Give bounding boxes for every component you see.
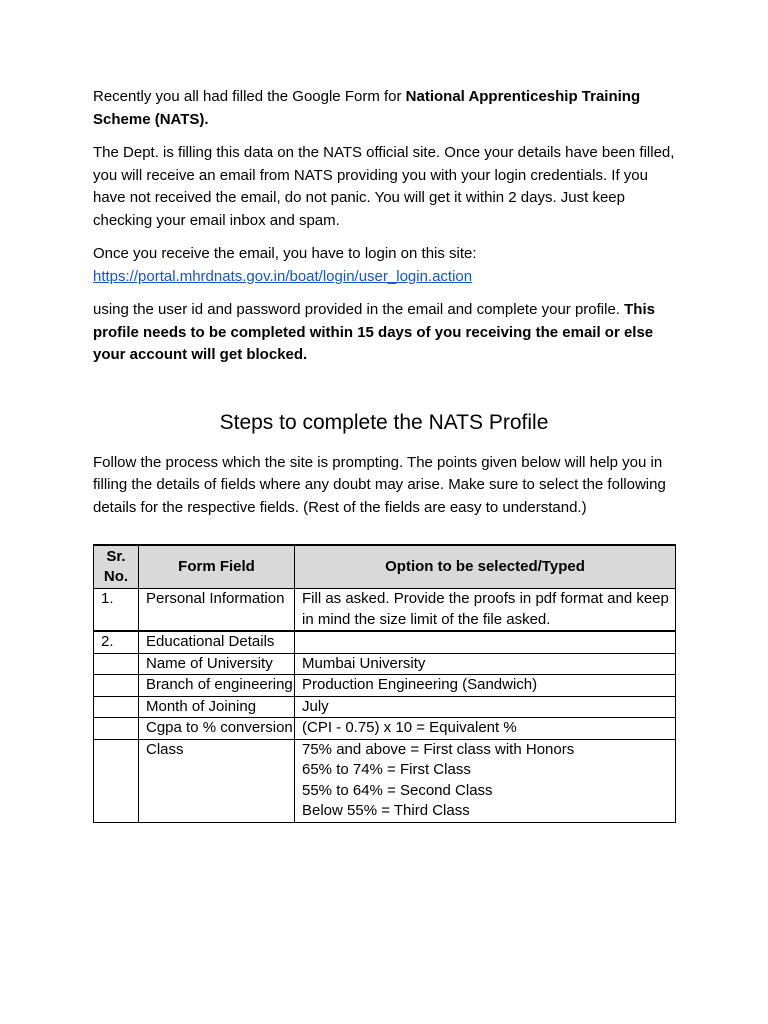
cell-field: Personal Information: [139, 589, 295, 632]
nats-name-bold: National Apprenticeship Training Scheme (NATS).: [93, 88, 641, 128]
table-row: [94, 589, 676, 632]
cell-field: Class: [139, 739, 295, 822]
table-row: [94, 696, 676, 718]
cell-field: Month of Joining: [139, 696, 295, 718]
instructions-paragraph: Follow the process which the site is prompting. The points given below will help you in filling the details of fields where any doubt may arise. Make sure to select the following details for the respective fields. (Rest of the fields are easy to understand.): [93, 453, 666, 516]
cell-sr: 2.: [94, 631, 139, 653]
cell-field: Educational Details: [139, 631, 295, 653]
cell-field: Name of University: [139, 653, 295, 675]
form-fields-table: [93, 544, 676, 823]
cell-option: 75% and above = First class with Honors 65% to 74% = First Class 55% to 64% = Second Class Below 55% = Third Class: [295, 739, 676, 822]
cell-option: July: [295, 696, 676, 718]
header-form-field: Form Field: [139, 545, 295, 589]
header-sr-no: Sr. No.: [94, 545, 139, 589]
cell-option: [295, 631, 676, 653]
cell-sr: [94, 653, 139, 675]
profile-instruction-text: using the user id and password provided in the email and complete your profile.: [93, 301, 625, 318]
cell-sr: [94, 739, 139, 822]
cell-option: Production Engineering (Sandwich): [295, 675, 676, 697]
table-row: [94, 739, 676, 822]
login-instruction-text: Once you receive the email, you have to login on this site:: [93, 245, 477, 262]
table-row: [94, 675, 676, 697]
table-row: [94, 631, 676, 653]
cell-sr: [94, 696, 139, 718]
cell-option: Mumbai University: [295, 653, 676, 675]
intro-paragraph-1: [93, 86, 683, 131]
intro-paragraph-4: [93, 299, 683, 367]
table-header-row: [94, 545, 676, 589]
cell-sr: [94, 675, 139, 697]
cell-field: Branch of engineering: [139, 675, 295, 697]
cell-field: Cgpa to % conversion: [139, 718, 295, 740]
intro-text-1: Recently you all had filled the Google Form for: [93, 88, 406, 105]
cell-option: Fill as asked. Provide the proofs in pdf format and keep in mind the size limit of the file asked.: [295, 589, 676, 632]
deadline-warning-bold: This profile needs to be completed within 15 days of you receiving the email or else your account will get blocked.: [93, 301, 655, 363]
header-option: Option to be selected/Typed: [295, 545, 676, 589]
cell-option: (CPI - 0.75) x 10 = Equivalent %: [295, 718, 676, 740]
document-body: [93, 86, 683, 519]
intro-paragraph-2: The Dept. is filling this data on the NATS official site. Once your details have been filled, you will receive an email from NATS providing you with your login credentials. If you have not received the email, do not panic. You will get it within 2 days. Just keep checking your email inbox and spam.: [93, 144, 675, 229]
table-row: [94, 653, 676, 675]
cell-sr: [94, 718, 139, 740]
table-row: [94, 718, 676, 740]
cell-sr: 1.: [94, 589, 139, 632]
intro-paragraph-3: [93, 243, 683, 288]
login-link[interactable]: https://portal.mhrdnats.gov.in/boat/login/user_login.action: [93, 267, 473, 285]
section-heading: Steps to complete the NATS Profile: [219, 410, 549, 434]
